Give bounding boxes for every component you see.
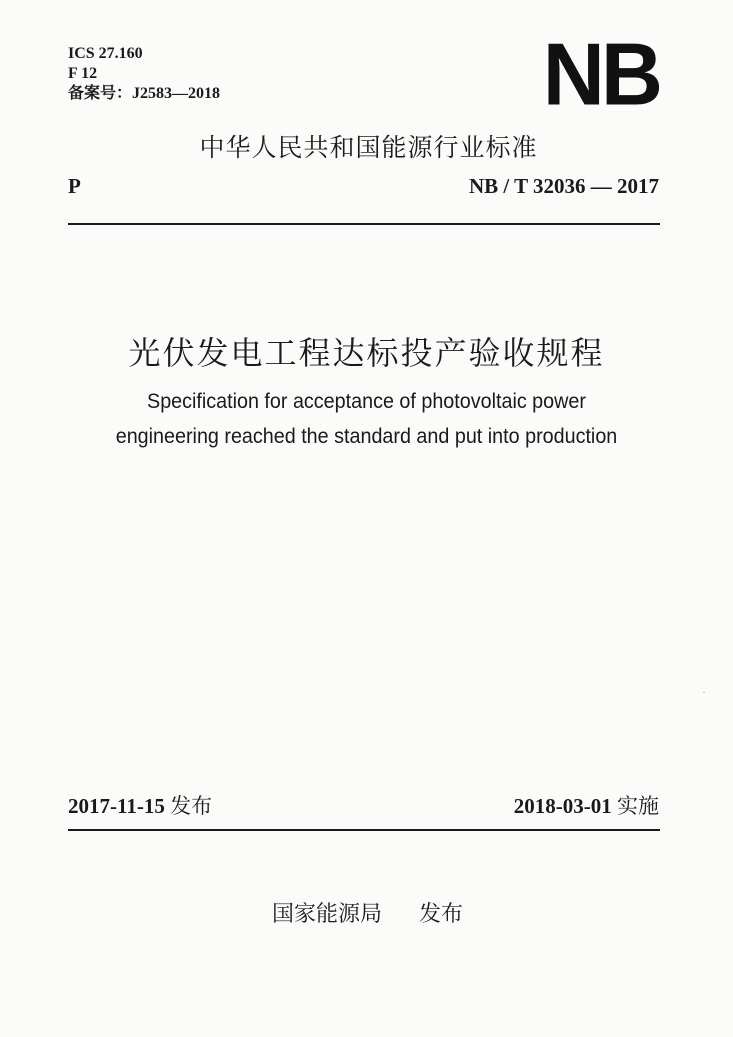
ics-code: ICS 27.160 xyxy=(68,45,143,62)
document-title-en xyxy=(22,384,711,454)
top-divider xyxy=(68,223,660,225)
ccs-code: F 12 xyxy=(68,65,98,82)
issue-date-block xyxy=(68,790,212,820)
standard-type-title: 中华人民共和国能源行业标准 xyxy=(199,133,538,162)
classification-block xyxy=(68,44,220,104)
category-code: P xyxy=(68,174,81,198)
standard-number: NB / T 32036 — 2017 xyxy=(468,174,659,198)
publisher-line xyxy=(0,897,733,928)
scan-speck xyxy=(703,692,705,693)
implementation-label: 实施 xyxy=(617,794,659,818)
issue-date: 2017-11-15 xyxy=(68,794,165,818)
implementation-date: 2018-03-01 xyxy=(513,794,612,818)
record-number: 备案号：J2583—2018 xyxy=(68,85,221,102)
implementation-date-block xyxy=(514,790,659,820)
title-en-line-2: engineering reached the standard and put into production xyxy=(115,425,618,448)
bottom-divider xyxy=(68,829,660,831)
issue-label: 发布 xyxy=(170,794,213,818)
nb-logo: NB xyxy=(542,26,659,124)
publisher-action: 发布 xyxy=(419,902,464,927)
title-en-line-1: Specification for acceptance of photovoltaic power xyxy=(147,390,586,413)
publisher-name: 国家能源局 xyxy=(271,902,382,927)
document-title-cn: 光伏发电工程达标投产验收规程 xyxy=(128,334,605,372)
